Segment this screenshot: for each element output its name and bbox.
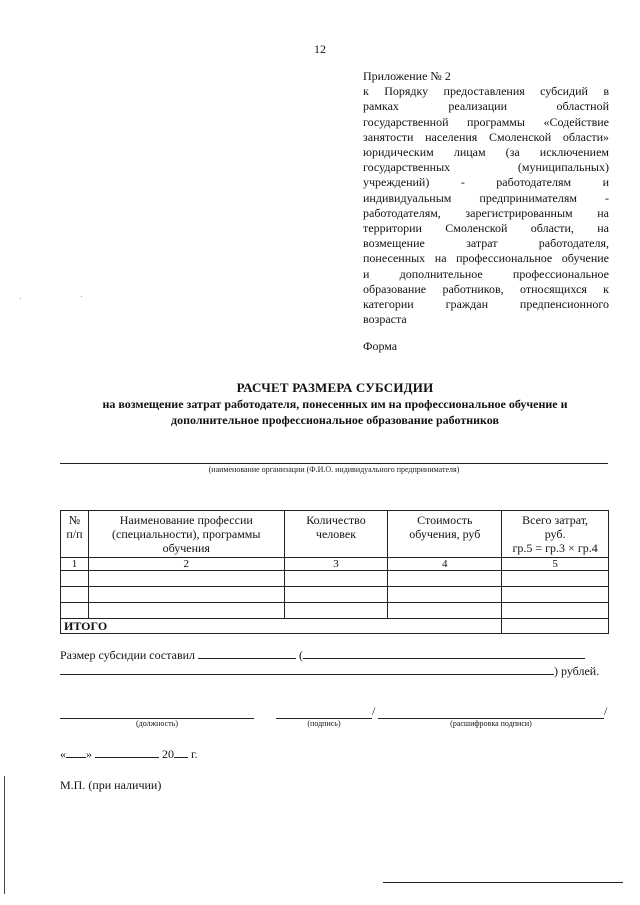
table-cell[interactable] [388,603,502,619]
table-cell[interactable] [61,603,89,619]
table-cell[interactable] [502,587,609,603]
scan-speck [81,296,82,297]
subsidy-amount-line [60,647,610,663]
table-cell[interactable] [284,587,388,603]
appendix-line: государственной программы «Содействие [363,114,609,129]
total-label: ИТОГО [61,619,502,634]
date-line [60,746,198,762]
header-cost: Стоимость обучения, руб [388,511,502,558]
header-number: № п/п [61,511,89,558]
appendix-line: рамках реализации областной [363,99,609,114]
document-title [60,380,610,428]
scan-edge-mark [4,776,5,894]
column-number-row [61,558,609,571]
subsidy-amount-prefix: Размер субсидии составил [60,648,196,662]
page-number: 12 [314,42,326,56]
subsidy-suffix: ) рублей. [554,664,600,678]
appendix-line: понесенных на профессиональное обучение [363,251,609,266]
appendix-line: индивидуальным предпринимателям - [363,190,609,205]
subsidy-words-line [60,663,610,679]
table-row [61,587,609,603]
table-cell[interactable] [61,587,89,603]
table-row [61,603,609,619]
table-header-row [61,511,609,558]
date-month-field[interactable] [95,746,159,758]
appendix-line: и дополнительное профессиональное [363,266,609,281]
appendix-line: к Порядку предоставления субсидий в [363,84,609,99]
table-cell[interactable] [61,571,89,587]
title-subtitle-line-1: на возмещение затрат работодателя, понесенных им на профессиональное обучение и [102,397,568,411]
appendix-line: учреждений) - работодателям и [363,175,609,190]
date-close-quote: » [86,747,92,761]
subsidy-open-paren: ( [299,648,304,662]
date-year-field[interactable] [174,746,188,758]
appendix-line: занятости населения Смоленской области» [363,129,609,144]
signature-caption: (подпись) [307,719,341,728]
column-number: 1 [61,558,89,571]
appendix-line: возраста [363,312,407,327]
table-row [61,571,609,587]
appendix-line: государственных (муниципальных) [363,160,609,175]
organization-name-field[interactable] [60,463,608,464]
table-cell[interactable] [388,571,502,587]
date-open-quote: « [60,747,66,761]
position-caption: (должность) [136,719,178,728]
appendix-line: работодателям, зарегистрированным на [363,205,609,220]
header-total: Всего затрат, руб. гр.5 = гр.3 × гр.4 [502,511,609,558]
stamp-label: М.П. (при наличии) [60,778,162,792]
appendix-block [363,69,609,355]
table-cell[interactable] [502,603,609,619]
date-year-suffix: г. [191,747,198,761]
appendix-line: территории Смоленской области, на [363,221,609,236]
table-cell[interactable] [388,587,502,603]
bottom-rule [383,882,623,883]
scan-speck [20,298,21,299]
subsidy-words-field[interactable] [303,647,585,659]
table-cell[interactable] [502,571,609,587]
subsidy-calculation-table [60,510,609,634]
organization-name-caption: (наименование организации (Ф.И.О. индивидуального предпринимателя) [208,465,460,474]
date-day-field[interactable] [66,746,86,758]
column-number: 3 [284,558,388,571]
appendix-line: юридическим лицам (за исключением [363,145,609,160]
title-subtitle-line-2: дополнительное профессиональное образование работников [171,413,499,427]
table-cell[interactable] [88,587,284,603]
signature-decoding-caption: (расшифровка подписи) [450,719,532,728]
table-cell[interactable] [284,603,388,619]
title-main: РАСЧЕТ РАЗМЕРА СУБСИДИИ [236,380,434,395]
date-year-prefix: 20 [162,747,174,761]
subsidy-words-continued-field[interactable] [60,663,554,675]
header-profession: Наименование профессии (специальности), программы обучения [88,511,284,558]
appendix-line: категории граждан предпенсионного [363,297,609,312]
table-cell[interactable] [88,603,284,619]
column-number: 4 [388,558,502,571]
signature-slash-left: / [372,704,376,718]
signature-slash-right: / [604,704,608,718]
subsidy-amount-field[interactable] [198,647,296,659]
appendix-line: образование работников, относящихся к [363,281,609,296]
total-value-cell[interactable] [502,619,609,634]
total-row [61,619,609,634]
form-label: Форма [363,339,398,354]
appendix-line: возмещение затрат работодателя, [363,236,609,251]
signature-row [60,704,610,734]
column-number: 2 [88,558,284,571]
table-cell[interactable] [284,571,388,587]
column-number: 5 [502,558,609,571]
header-quantity: Количество человек [284,511,388,558]
appendix-line: Приложение № 2 [363,69,451,83]
table-cell[interactable] [88,571,284,587]
